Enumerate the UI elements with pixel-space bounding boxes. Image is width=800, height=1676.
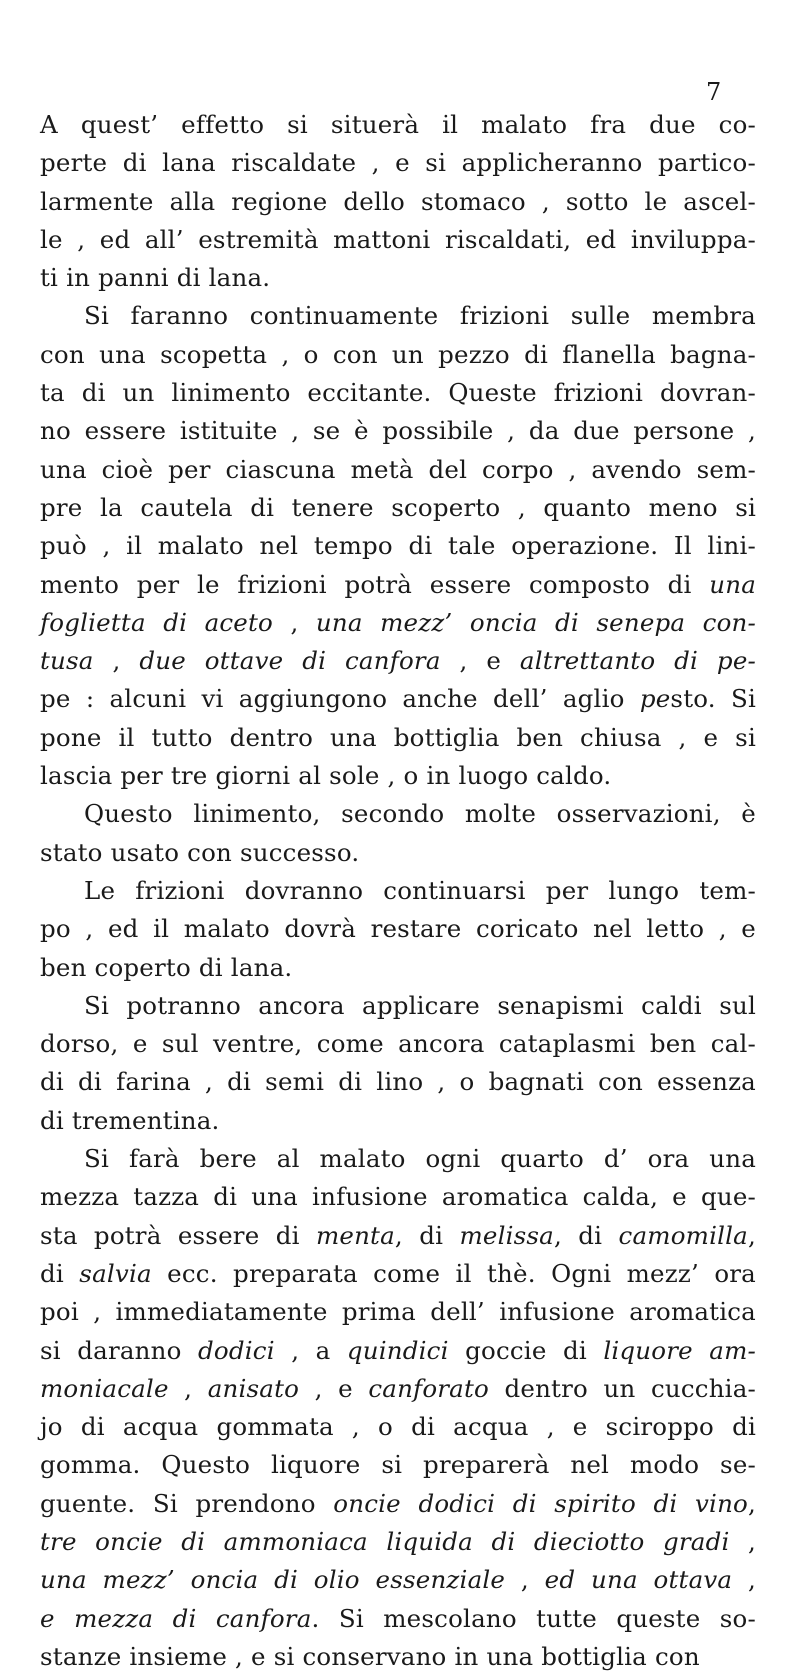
- body-text: [40, 106, 756, 1676]
- text-line: di di farina , di semi di lino , o bagnati con essenza: [40, 1067, 756, 1097]
- text-line: no essere istituite , se è possibile , da due persone ,: [40, 416, 756, 446]
- text-line: Si potranno ancora applicare senapismi caldi sul: [84, 990, 756, 1020]
- text-line: po , ed il malato dovrà restare coricato nel letto , e: [40, 914, 756, 944]
- text-line: dorso, e sul ventre, come ancora cataplasmi ben cal-: [40, 1029, 756, 1059]
- text-line: poi , immediatamente prima dell’ infusione aromatica: [40, 1297, 756, 1327]
- text-line: di trementina.: [40, 1105, 220, 1135]
- text-line: sta potrà essere di menta, di melissa, di camomilla,: [40, 1220, 756, 1250]
- text-line: mezza tazza di una infusione aromatica calda, e que-: [40, 1182, 756, 1212]
- page-number: 7: [706, 78, 723, 106]
- text-line: stato usato con successo.: [40, 837, 360, 867]
- text-line: Si farà bere al malato ogni quarto d’ ora una: [84, 1144, 756, 1174]
- text-line: pre la cautela di tenere scoperto , quanto meno si: [40, 492, 756, 522]
- text-line: le , ed all’ estremità mattoni riscaldati, ed inviluppa-: [40, 224, 756, 254]
- text-line: moniacale , anisato , e canforato dentro un cucchia-: [40, 1373, 756, 1403]
- text-line: perte di lana riscaldate , e si applicheranno partico-: [40, 148, 756, 178]
- text-line: Questo linimento, secondo molte osservazioni, è: [84, 799, 756, 829]
- text-line: ti in panni di lana.: [40, 263, 271, 293]
- text-line: A quest’ effetto si situerà il malato fra due co-: [40, 110, 756, 139]
- text-line: pe : alcuni vi aggiungono anche dell’ aglio pesto. Si: [40, 684, 757, 714]
- text-line: e mezza di canfora. Si mescolano tutte queste so-: [40, 1603, 756, 1633]
- text-line: può , il malato nel tempo di tale operazione. Il lini-: [40, 531, 756, 561]
- text-line: guente. Si prendono oncie dodici di spirito di vino,: [40, 1488, 756, 1518]
- text-line: foglietta di aceto , una mezz’ oncia di senepa con-: [40, 607, 757, 637]
- text-line: Le frizioni dovranno continuarsi per lungo tem-: [84, 875, 756, 905]
- text-line: una cioè per ciascuna metà del corpo , avendo sem-: [40, 454, 756, 484]
- text-line: pone il tutto dentro una bottiglia ben chiusa , e si: [40, 722, 756, 752]
- text-line: jo di acqua gommata , o di acqua , e sciroppo di: [40, 1412, 756, 1442]
- text-line: lascia per tre giorni al sole , o in luogo caldo.: [40, 761, 612, 791]
- text-line: tusa , due ottave di canfora , e altrettanto di pe-: [40, 646, 756, 676]
- text-line: ben coperto di lana.: [40, 952, 293, 982]
- text-line: gomma. Questo liquore si preparerà nel modo se-: [40, 1450, 756, 1480]
- text-line: Si faranno continuamente frizioni sulle membra: [84, 301, 756, 331]
- text-line: con una scopetta , o con un pezzo di flanella bagna-: [40, 339, 756, 369]
- text-line: ta di un linimento eccitante. Queste frizioni dovran-: [40, 378, 756, 408]
- text-line: si daranno dodici , a quindici goccie di liquore am-: [40, 1335, 757, 1365]
- text-line: mento per le frizioni potrà essere composto di una: [40, 569, 756, 599]
- text-line: tre oncie di ammoniaca liquida di dieciotto gradi ,: [40, 1526, 756, 1556]
- text-line: stanze insieme , e si conservano in una bottiglia con: [40, 1641, 700, 1671]
- text-line: larmente alla regione dello stomaco , sotto le ascel-: [40, 186, 756, 216]
- text-line: una mezz’ oncia di olio essenziale , ed una ottava ,: [40, 1565, 756, 1595]
- text-line: di salvia ecc. preparata come il thè. Ogni mezz’ ora: [40, 1258, 756, 1288]
